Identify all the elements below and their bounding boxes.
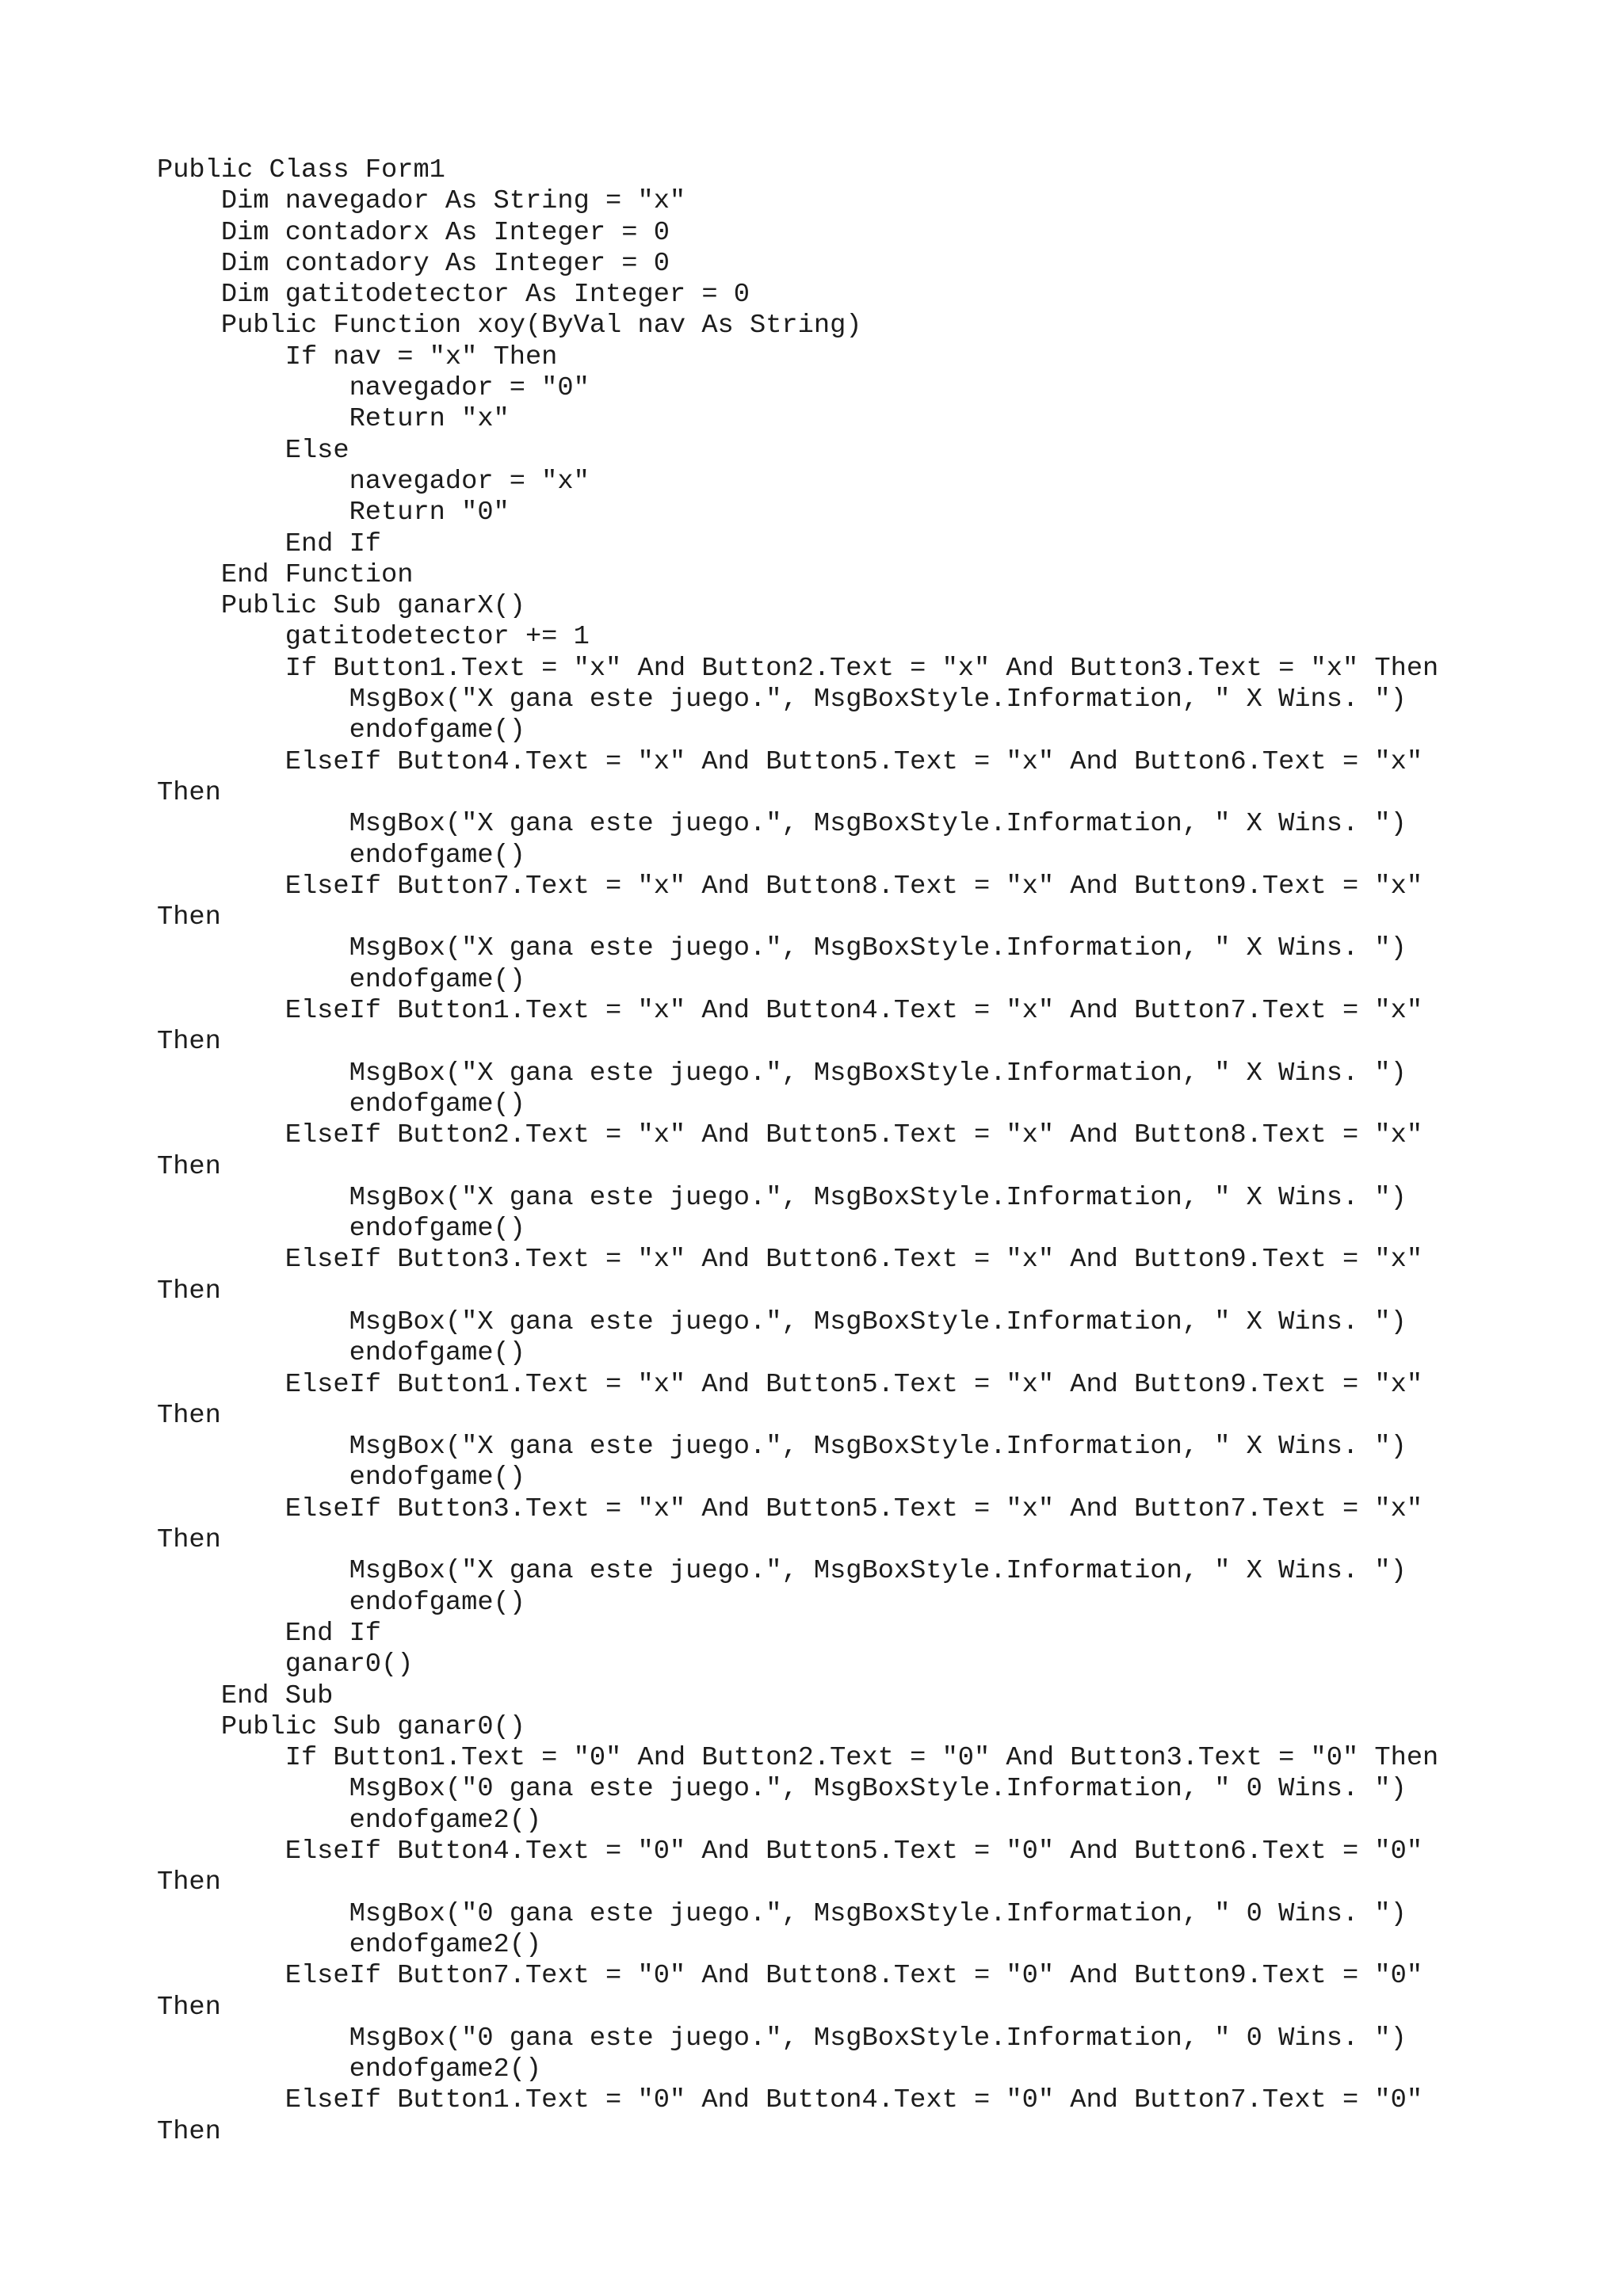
code-line: Public Function xoy(ByVal nav As String) bbox=[157, 311, 862, 341]
code-line: endofgame() bbox=[157, 1214, 525, 1245]
code-line: Else bbox=[157, 435, 349, 466]
code-line: If Button1.Text = "x" And Button2.Text = "x" And Button3.Text = "x" Then bbox=[157, 653, 1439, 684]
code-line: End If bbox=[157, 528, 382, 559]
code-line: MsgBox("X gana este juego.", MsgBoxStyle.Information, " X Wins. ") bbox=[157, 933, 1407, 964]
code-line: Then bbox=[157, 1151, 221, 1182]
code-line: ElseIf Button4.Text = "x" And Button5.Text = "x" And Button6.Text = "x" bbox=[157, 746, 1423, 777]
code-line: endofgame2() bbox=[157, 1929, 542, 1960]
code-line: ElseIf Button3.Text = "x" And Button6.Text = "x" And Button9.Text = "x" bbox=[157, 1245, 1423, 1276]
code-line: Dim contadory As Integer = 0 bbox=[157, 248, 670, 279]
code-line: gatitodetector += 1 bbox=[157, 622, 590, 653]
code-line: Then bbox=[157, 1400, 221, 1431]
code-line: Then bbox=[157, 1027, 221, 1058]
code-line: End If bbox=[157, 1618, 382, 1649]
code-line: MsgBox("X gana este juego.", MsgBoxStyle.Information, " X Wins. ") bbox=[157, 1182, 1407, 1213]
code-line: Public Sub ganarX() bbox=[157, 591, 525, 622]
code-line: Dim gatitodetector As Integer = 0 bbox=[157, 280, 750, 311]
code-line: ElseIf Button3.Text = "x" And Button5.Text = "x" And Button7.Text = "x" bbox=[157, 1493, 1423, 1524]
code-listing bbox=[157, 155, 1438, 2148]
code-line: End Function bbox=[157, 559, 414, 590]
code-line: ElseIf Button4.Text = "0" And Button5.Text = "0" And Button6.Text = "0" bbox=[157, 1836, 1423, 1867]
code-line: End Sub bbox=[157, 1680, 334, 1711]
code-line: Public Class Form1 bbox=[157, 155, 445, 185]
code-line: MsgBox("X gana este juego.", MsgBoxStyle.Information, " X Wins. ") bbox=[157, 685, 1407, 715]
code-line: ElseIf Button1.Text = "x" And Button4.Text = "x" And Button7.Text = "x" bbox=[157, 996, 1423, 1027]
code-line: Public Sub ganar0() bbox=[157, 1711, 525, 1742]
code-line: MsgBox("0 gana este juego.", MsgBoxStyle.Information, " 0 Wins. ") bbox=[157, 2023, 1407, 2054]
code-line: Then bbox=[157, 1525, 221, 1556]
code-line: ElseIf Button1.Text = "0" And Button4.Text = "0" And Button7.Text = "0" bbox=[157, 2085, 1423, 2116]
code-line: MsgBox("0 gana este juego.", MsgBoxStyle.Information, " 0 Wins. ") bbox=[157, 1774, 1407, 1805]
code-line: navegador = "0" bbox=[157, 373, 590, 404]
code-line: endofgame2() bbox=[157, 2054, 542, 2085]
code-line: Then bbox=[157, 2116, 221, 2147]
code-line: MsgBox("X gana este juego.", MsgBoxStyle.Information, " X Wins. ") bbox=[157, 1058, 1407, 1089]
code-line: MsgBox("0 gana este juego.", MsgBoxStyle.Information, " 0 Wins. ") bbox=[157, 1898, 1407, 1929]
code-line: Return "x" bbox=[157, 404, 510, 435]
code-line: MsgBox("X gana este juego.", MsgBoxStyle.Information, " X Wins. ") bbox=[157, 1306, 1407, 1337]
code-line: ElseIf Button1.Text = "x" And Button5.Text = "x" And Button9.Text = "x" bbox=[157, 1369, 1423, 1400]
code-line: Then bbox=[157, 902, 221, 933]
code-line: endofgame() bbox=[157, 964, 525, 995]
code-line: MsgBox("X gana este juego.", MsgBoxStyle.Information, " X Wins. ") bbox=[157, 1556, 1407, 1587]
code-line: MsgBox("X gana este juego.", MsgBoxStyle.Information, " X Wins. ") bbox=[157, 809, 1407, 840]
code-line: Return "0" bbox=[157, 498, 510, 528]
code-line: endofgame() bbox=[157, 840, 525, 871]
code-line: Then bbox=[157, 1867, 221, 1898]
code-line: ElseIf Button7.Text = "x" And Button8.Text = "x" And Button9.Text = "x" bbox=[157, 871, 1423, 902]
code-line: ElseIf Button7.Text = "0" And Button8.Text = "0" And Button9.Text = "0" bbox=[157, 1961, 1423, 1992]
code-line: Then bbox=[157, 1992, 221, 2023]
code-line: MsgBox("X gana este juego.", MsgBoxStyle.Information, " X Wins. ") bbox=[157, 1432, 1407, 1463]
code-line: ganar0() bbox=[157, 1650, 414, 1680]
code-line: endofgame() bbox=[157, 1089, 525, 1119]
code-line: ElseIf Button2.Text = "x" And Button5.Text = "x" And Button8.Text = "x" bbox=[157, 1120, 1423, 1151]
code-line: Dim contadorx As Integer = 0 bbox=[157, 217, 670, 248]
code-line: endofgame() bbox=[157, 715, 525, 746]
code-line: Then bbox=[157, 1276, 221, 1306]
code-line: endofgame() bbox=[157, 1338, 525, 1369]
code-line: endofgame2() bbox=[157, 1805, 542, 1836]
code-line: endofgame() bbox=[157, 1587, 525, 1618]
code-line: Dim navegador As String = "x" bbox=[157, 186, 686, 217]
code-line: If Button1.Text = "0" And Button2.Text = "0" And Button3.Text = "0" Then bbox=[157, 1743, 1439, 1774]
code-line: If nav = "x" Then bbox=[157, 341, 558, 372]
code-line: Then bbox=[157, 777, 221, 808]
code-line: navegador = "x" bbox=[157, 466, 590, 497]
code-line: endofgame() bbox=[157, 1463, 525, 1493]
